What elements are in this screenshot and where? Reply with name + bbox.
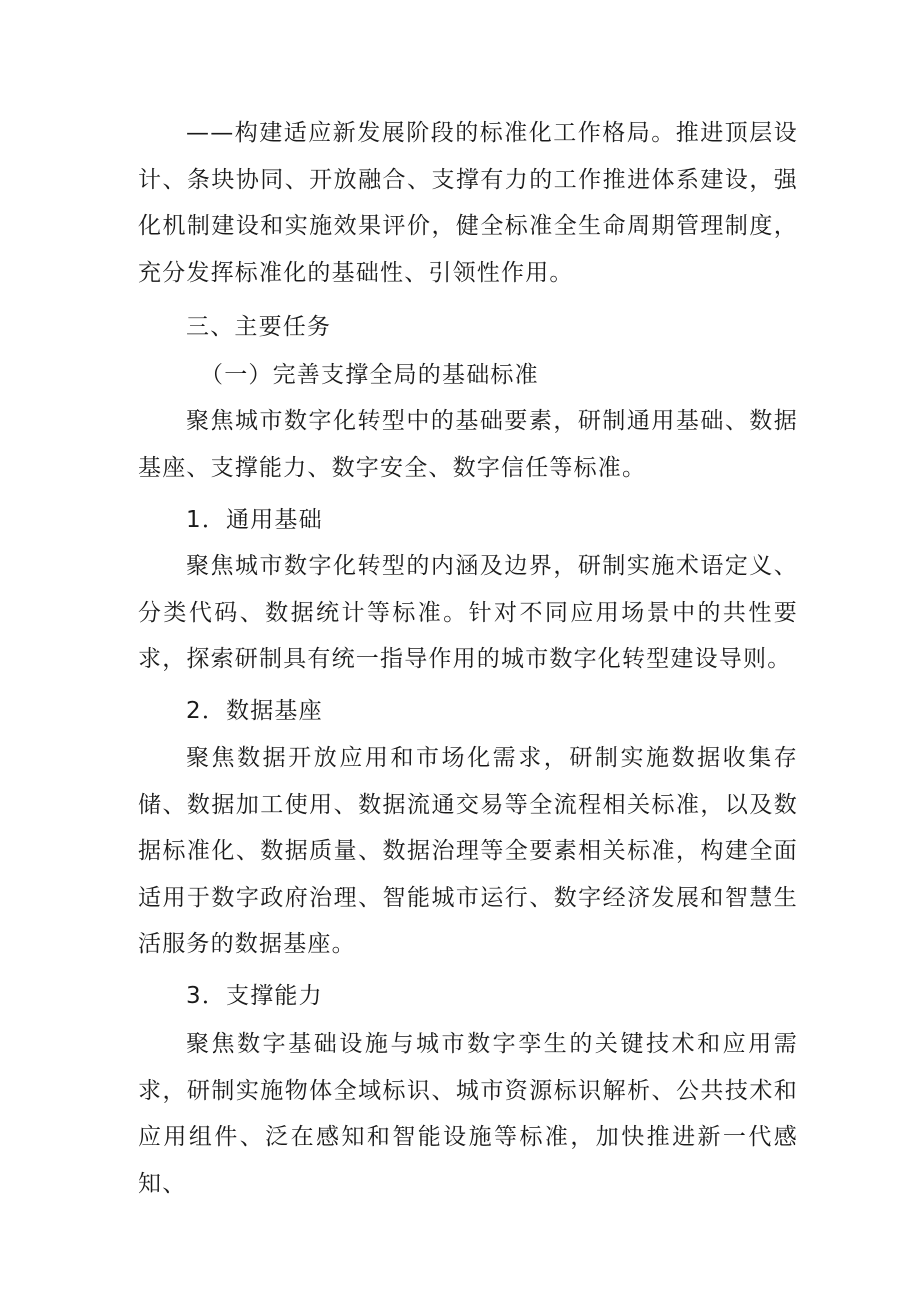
paragraph-section-1: 聚焦城市数字化转型中的基础要素，研制通用基础、数据基座、支撑能力、数字安全、数字信任等标准。: [138, 408, 798, 481]
paragraph-item-1: 聚焦城市数字化转型的内涵及边界，研制实施术语定义、分类代码、数据统计等标准。针对不同应用场景中的共性要求，探索研制具有统一指导作用的城市数字化转型建设导则。: [138, 553, 798, 672]
heading-item-2: 2．数据基座: [186, 698, 323, 724]
heading-section-1: （一）完善支撑全局的基础标准: [200, 362, 539, 388]
heading-item-1: 1．通用基础: [186, 507, 323, 533]
paragraph-item-3: 聚焦数字基础设施与城市数字孪生的关键技术和应用需求，研制实施物体全域标识、城市资源标识解析、公共技术和应用组件、泛在感知和智能设施等标准，加快推进新一代感知、: [138, 1031, 798, 1197]
heading-main-tasks: 三、主要任务: [186, 314, 332, 340]
paragraph-item-2: 聚焦数据开放应用和市场化需求，研制实施数据收集存储、数据加工使用、数据流通交易等全流程相关标准，以及数据标准化、数据质量、数据治理等全要素相关标准，构建全面适用于数字政府治理、智能城市运行、数字经济发展和智慧生活服务的数据基座。: [138, 745, 798, 957]
paragraph-goal: ——构建适应新发展阶段的标准化工作格局。推进顶层设计、条块协同、开放融合、支撑有力的工作推进体系建设，强化机制建设和实施效果评价，健全标准全生命周期管理制度，充分发挥标准化的基础性、引领性作用。: [138, 120, 798, 286]
heading-item-3: 3．支撑能力: [186, 983, 323, 1009]
